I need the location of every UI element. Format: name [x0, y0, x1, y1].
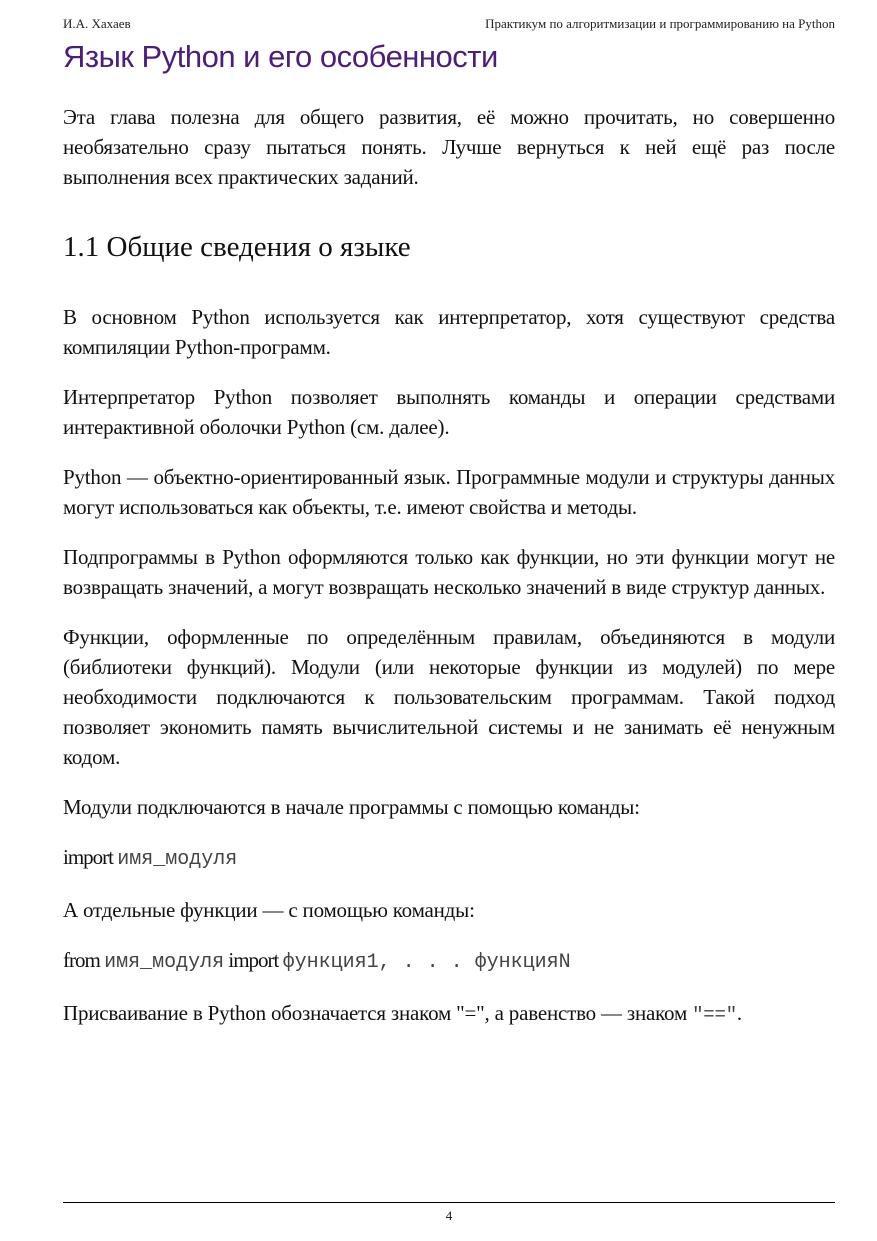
page-content [63, 38, 835, 1030]
page-header [63, 16, 835, 32]
section-title: 1.1 Общие сведения о языке [63, 231, 411, 263]
assignment-text-end: . [736, 1001, 742, 1025]
header-author: И.А. Хахаев [63, 16, 131, 31]
import-module-code: имя_модуля [117, 848, 238, 871]
chapter-title: Язык Python и его особенности [63, 39, 498, 74]
equality-operator-code: "==" [692, 1004, 737, 1026]
from-functions-code: функция1, . . . функцияN [282, 951, 571, 974]
page-number: 4 [445, 1208, 453, 1223]
from-module-code: имя_модуля [104, 951, 225, 974]
chapter-intro-paragraph: Эта глава полезна для общего развития, её можно прочитать, но совершенно необязательно сразу пытаться понять. Лучше вернуться к ней ещё раз после выполнения всех практических заданий. [63, 105, 835, 189]
paragraph-interactive-shell: Интерпретатор Python позволяет выполнять команды и операции средствами интерактивной оболочки Python (см. далее). [63, 385, 835, 439]
paragraph-object-oriented: Python — объектно-ориентированный язык. Программные модули и структуры данных могут использоваться как объекты, т.е. имеют свойства и методы. [63, 465, 835, 519]
from-keyword: from [63, 948, 100, 972]
from-import-keyword: import [228, 948, 279, 972]
import-statement-line [63, 842, 835, 875]
paragraph-modules-import-intro: Модули подключаются в начале программы с помощью команды: [63, 795, 640, 819]
paragraph-subprograms: Подпрограммы в Python оформляются только как функции, но эти функции могут не возвращать значений, а могут возвращать несколько значений в виде структур данных. [63, 545, 835, 599]
header-book-title: Практикум по алгоритмизации и программированию на Python [485, 16, 835, 31]
from-import-statement-line [63, 945, 835, 978]
paragraph-modules: Функции, оформленные по определённым правилам, объединяются в модули (библиотеки функций). Модули (или некоторые функции из модулей) по мере необходимости подключаются к пользовательским программам. Такой подход позволяет экономить память вычислительной системы и не занимать её ненужным кодом. [63, 625, 835, 769]
paragraph-assignment [63, 998, 835, 1030]
import-keyword: import [63, 845, 113, 869]
paragraph-interpreter-usage: В основном Python используется как интерпретатор, хотя существуют средства компиляции Python-программ. [63, 305, 835, 359]
assignment-text: Присваивание в Python обозначается знаком "=", а равенство — знаком [63, 1001, 693, 1025]
page-footer [63, 1202, 835, 1224]
paragraph-functions-import-intro: А отдельные функции — с помощью команды: [63, 898, 475, 922]
